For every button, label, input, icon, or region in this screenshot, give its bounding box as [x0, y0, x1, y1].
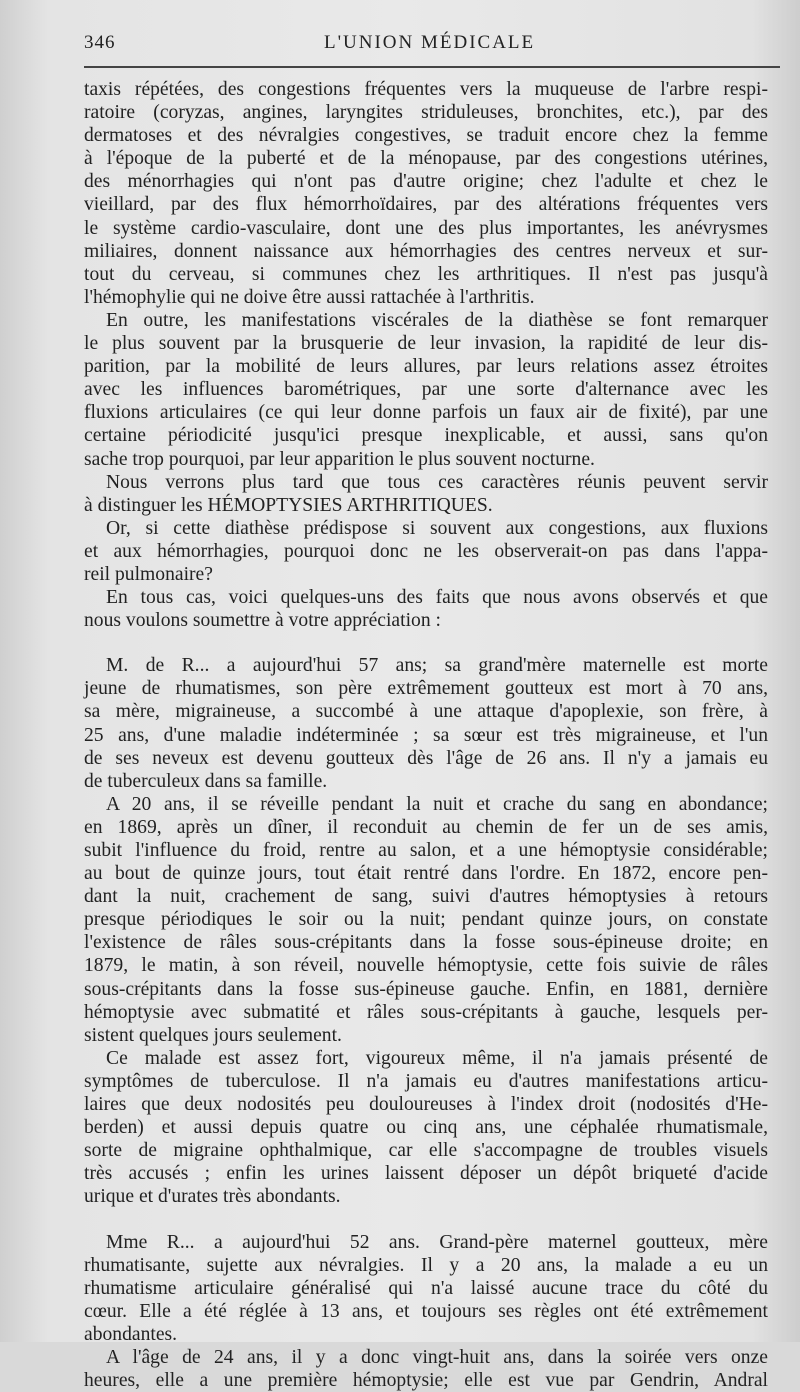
- text-line: nous voulons soumettre à votre appréciation :: [84, 610, 441, 632]
- text-line: presque périodiques le soir ou la nuit; pendant quinze jours, on constate: [84, 909, 768, 931]
- text-line: A 20 ans, il se réveille pendant la nuit et crache du sang en abondance;: [106, 793, 768, 815]
- text-line: de tuberculeux dans sa famille.: [84, 770, 328, 792]
- running-title: L'UNION MÉDICALE: [324, 32, 536, 53]
- text-line: à l'époque de la puberté et de la ménopause, par des congestions utérines,: [84, 148, 768, 170]
- text-line: en 1869, après un dîner, il reconduit au chemin de fer un de ses amis,: [84, 816, 768, 838]
- text-line: certaine périodicité jusqu'ici presque inexplicable, et aussi, sans qu'on: [84, 425, 768, 447]
- text-line: urique et d'urates très abondants.: [84, 1186, 341, 1208]
- paragraph-gap: [84, 632, 768, 654]
- text-line: Ce malade est assez fort, vigoureux même, il n'a jamais présenté de: [106, 1047, 768, 1069]
- text-line: berden) et aussi depuis quatre ou cinq ans, une céphalée rhumatismale,: [84, 1117, 768, 1139]
- text-line: Nous verrons plus tard que tous ces caractères réunis peuvent servir: [106, 471, 768, 493]
- text-line: symptômes de tuberculose. Il n'a jamais eu d'autres manifestations articu-: [84, 1070, 768, 1092]
- text-line: de ses neveux est devenu goutteux dès l'âge de 26 ans. Il n'y a jamais eu: [84, 747, 768, 769]
- paragraph: [84, 1047, 768, 1209]
- text-line: M. de R... a aujourd'hui 57 ans; sa grand'mère maternelle est morte: [106, 655, 768, 677]
- text-line: au bout de quinze jours, tout était rentré dans l'ordre. En 1872, encore pen-: [84, 863, 768, 885]
- header-rule: [84, 66, 780, 68]
- text-line: le plus souvent par la brusquerie de leur invasion, la rapidité de leur dis-: [84, 333, 768, 355]
- text-line: fluxions articulaires (ce qui leur donne parfois un faux air de fixité), par une: [84, 402, 768, 424]
- paragraph-gap: [84, 1209, 768, 1231]
- paragraph: [84, 793, 768, 1047]
- text-line: Mme R... a aujourd'hui 52 ans. Grand-père maternel goutteux, mère: [106, 1231, 768, 1253]
- text-line: l'existence de râles sous-crépitants dans la fosse sous-épineuse droite; en: [84, 932, 768, 954]
- text-line: dermatoses et des névralgies congestives, se traduit encore chez la femme: [84, 125, 768, 147]
- body-text: [84, 78, 768, 1392]
- text-line: rhumatisante, sujette aux névralgies. Il y a 20 ans, la malade a eu un: [84, 1254, 768, 1276]
- text-line: et aux hémorrhagies, pourquoi donc ne les observerait-on pas dans l'appa-: [84, 540, 768, 562]
- text-line: tout du cerveau, si communes chez les arthritiques. Il n'est pas jusqu'à: [84, 263, 768, 285]
- text-line: ratoire (coryzas, angines, laryngites striduleuses, bronchites, etc.), par des: [84, 102, 768, 124]
- text-line: sistent quelques jours seulement.: [84, 1024, 342, 1046]
- text-line: avec les influences barométriques, par une sorte d'alternance avec les: [84, 379, 768, 401]
- paragraph: [84, 309, 768, 471]
- text-line: A l'âge de 24 ans, il y a donc vingt-huit ans, dans la soirée vers onze: [106, 1346, 768, 1368]
- text-line: laires que deux nodosités peu douloureuses à l'index droit (nodosités d'He-: [84, 1094, 768, 1116]
- text-line: cœur. Elle a été réglée à 13 ans, et toujours ses règles ont été extrêmement: [84, 1300, 768, 1322]
- text-line: sous-crépitants dans la fosse sus-épineuse gauche. Enfin, en 1881, dernière: [84, 978, 768, 1000]
- text-line: hémoptysie avec submatité et râles sous-crépitants à gauche, lesquels per-: [84, 1001, 768, 1023]
- text-line: En tous cas, voici quelques-uns des faits que nous avons observés et que: [106, 587, 768, 609]
- text-line: rhumatisme articulaire généralisé qui n'a laissé aucune trace du côté du: [84, 1277, 768, 1299]
- text-line: à distinguer les HÉMOPTYSIES ARTHRITIQUES.: [84, 494, 493, 516]
- text-line: miliaires, donnent naissance aux hémorrhagies des centres nerveux et sur-: [84, 240, 768, 262]
- paragraph: [84, 586, 768, 632]
- text-line: 1879, le matin, à son réveil, nouvelle hémoptysie, cette fois suivie de râles: [84, 955, 768, 977]
- paragraph: [84, 1231, 768, 1346]
- page-header: [84, 28, 760, 64]
- text-line: sache trop pourquoi, par leur apparition le plus souvent nocturne.: [84, 448, 595, 470]
- paragraph: [84, 1346, 768, 1392]
- text-line: le système cardio-vasculaire, dont une des plus importantes, les anévrysmes: [84, 217, 768, 239]
- text-line: des ménorrhagies qui n'ont pas d'autre origine; chez l'adulte et chez le: [84, 171, 768, 193]
- text-line: sorte de migraine ophthalmique, car elle s'accompagne de troubles visuels: [84, 1140, 768, 1162]
- text-line: 25 ans, d'une maladie indéterminée ; sa sœur est très migraineuse, et l'un: [84, 724, 768, 746]
- text-line: heures, elle a une première hémoptysie; elle est vue par Gendrin, Andral: [84, 1370, 768, 1392]
- page-number: 346: [84, 32, 116, 53]
- text-line: Or, si cette diathèse prédispose si souvent aux congestions, aux fluxions: [106, 517, 768, 539]
- text-line: sa mère, migraineuse, a succombé à une attaque d'apoplexie, son frère, à: [84, 701, 768, 723]
- text-line: très accusés ; enfin les urines laissent déposer un dépôt briqueté d'acide: [84, 1163, 768, 1185]
- text-line: vieillard, par des flux hémorrhoïdaires, par des altérations fréquentes vers: [84, 194, 768, 216]
- text-line: jeune de rhumatismes, son père extrêmement goutteux est mort à 70 ans,: [84, 678, 768, 700]
- text-line: dant la nuit, crachement de sang, suivi d'autres hémoptysies à retours: [84, 886, 768, 908]
- paragraph: [84, 78, 768, 309]
- paragraph: [84, 654, 768, 793]
- paragraph: [84, 471, 768, 517]
- text-line: taxis répétées, des congestions fréquentes vers la muqueuse de l'arbre respi-: [84, 79, 768, 100]
- text-line: l'hémophylie qui ne doive être aussi rattachée à l'arthritis.: [84, 286, 535, 308]
- paragraph: [84, 517, 768, 586]
- text-line: abondantes.: [84, 1323, 178, 1345]
- text-line: En outre, les manifestations viscérales de la diathèse se font remarquer: [106, 309, 768, 331]
- text-line: subit l'influence du froid, rentre au salon, et a une hémoptysie considérable;: [84, 840, 768, 861]
- text-line: reil pulmonaire?: [84, 563, 213, 585]
- text-line: parition, par la mobilité de leurs allures, par leurs relations assez étroites: [84, 356, 768, 378]
